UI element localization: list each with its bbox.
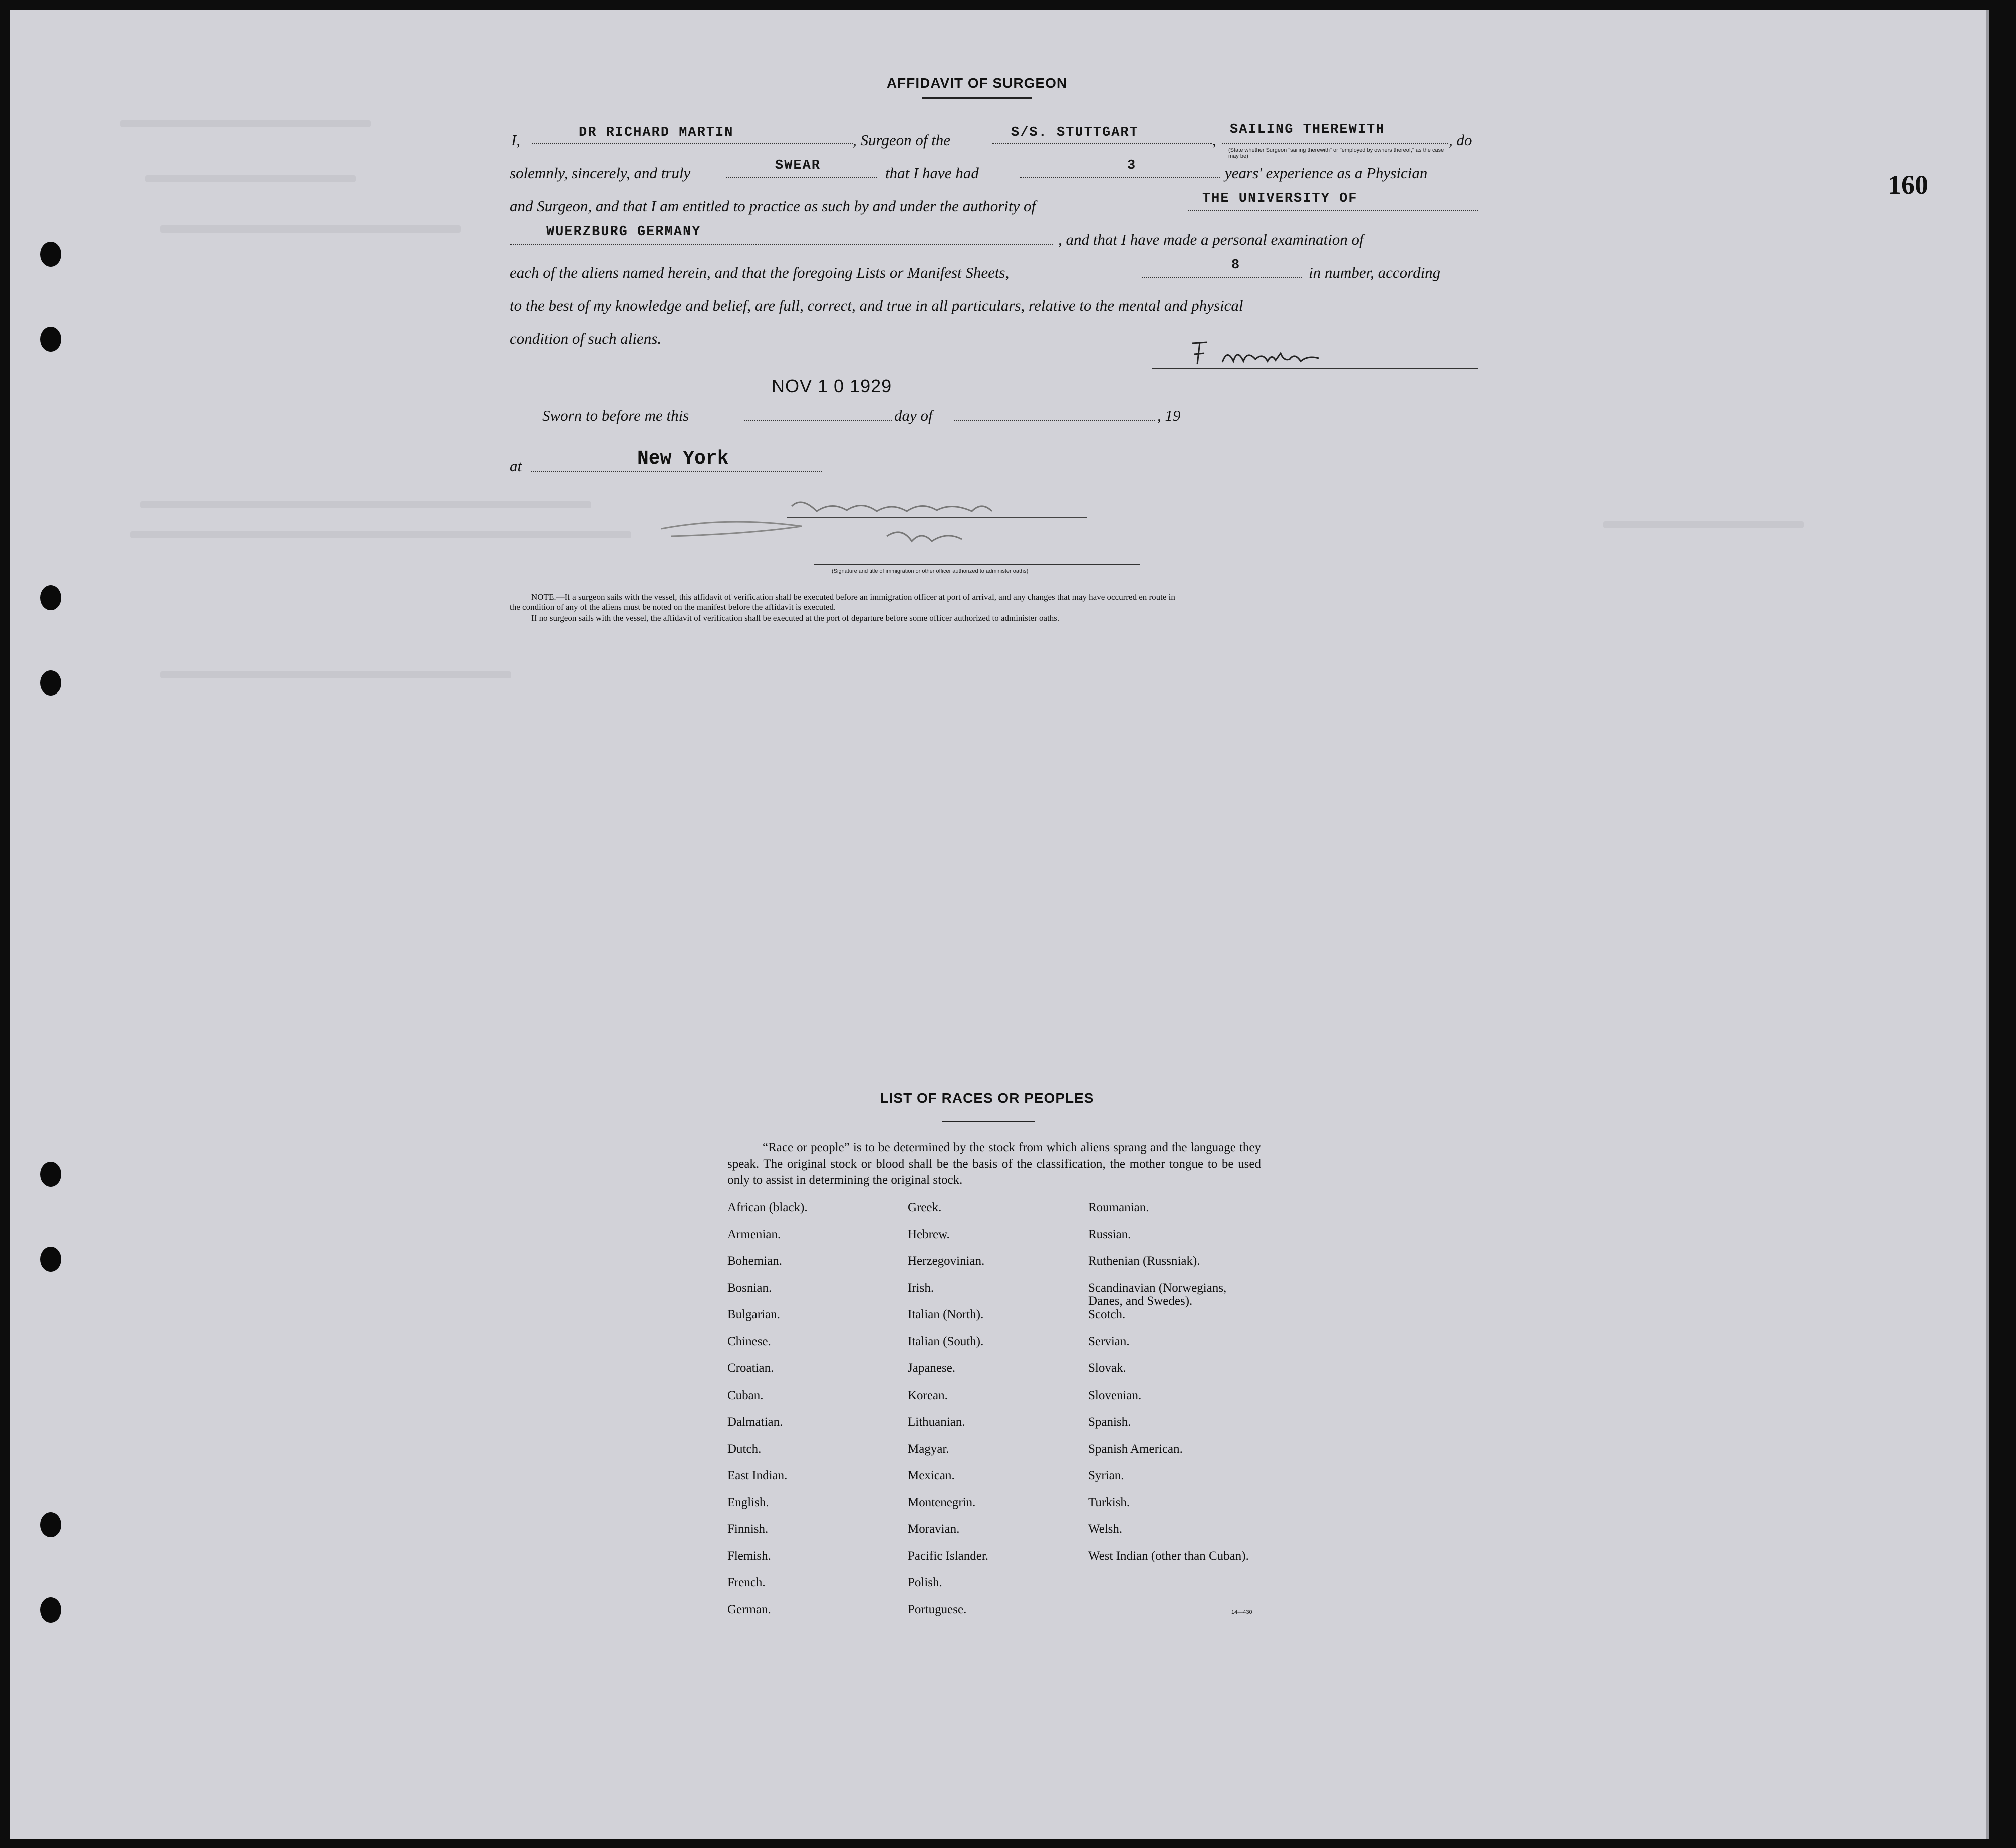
race-item: Polish. xyxy=(908,1576,942,1589)
race-item: Chinese. xyxy=(727,1334,771,1348)
text-comma: , xyxy=(1212,131,1216,149)
officer-signature-line xyxy=(814,564,1140,565)
race-item: Spanish. xyxy=(1088,1415,1131,1429)
race-item: Pacific Islander. xyxy=(908,1549,989,1563)
race-item: Flemish. xyxy=(727,1549,771,1563)
race-item: Japanese. xyxy=(908,1361,956,1375)
race-item: West Indian (other than Cuban). xyxy=(1088,1549,1249,1563)
text-years-experience: years' experience as a Physician xyxy=(1225,164,1428,182)
note-line-2: the condition of any of the aliens must be noted on the manifest before the affidavit is executed. xyxy=(510,602,836,612)
race-item: Dalmatian. xyxy=(727,1415,783,1429)
race-item: Ruthenian (Russniak). xyxy=(1088,1254,1200,1268)
years-experience: 3 xyxy=(1127,158,1137,173)
races-title: LIST OF RACES OR PEOPLES xyxy=(880,1090,1094,1106)
race-item: Montenegrin. xyxy=(908,1495,976,1509)
surgeon-capacity: SAILING THEREWITH xyxy=(1230,122,1385,137)
binder-hole xyxy=(40,1512,61,1537)
text-and-surgeon: and Surgeon, and that I am entitled to practice as such by and under the authority of xyxy=(510,197,1036,215)
race-item: African (black). xyxy=(727,1201,808,1214)
race-item: Bulgarian. xyxy=(727,1308,780,1321)
text-at: at xyxy=(510,457,522,475)
race-item: Hebrew. xyxy=(908,1227,950,1241)
race-item: Scotch. xyxy=(1088,1308,1126,1321)
races-column-3 xyxy=(1088,1201,1258,1576)
race-item: Mexican. xyxy=(908,1469,955,1482)
race-item: Scandinavian (Norwegians, Danes, and Swedes). xyxy=(1088,1281,1227,1308)
date-stamp: NOV 1 0 1929 xyxy=(772,376,892,396)
binder-hole xyxy=(40,242,61,267)
form-number: 14—430 xyxy=(1231,1609,1252,1615)
race-item: Moravian. xyxy=(908,1522,960,1536)
surgeon-signature xyxy=(1187,333,1338,373)
race-item: Portuguese. xyxy=(908,1602,967,1616)
race-item: English. xyxy=(727,1495,769,1509)
title-rule xyxy=(922,97,1032,99)
text-each-alien: each of the aliens named herein, and that the foregoing Lists or Manifest Sheets, xyxy=(510,264,1010,281)
authority-line-1: THE UNIVERSITY OF xyxy=(1202,191,1358,206)
race-item: Magyar. xyxy=(908,1442,949,1456)
race-item: Herzegovinian. xyxy=(908,1254,985,1268)
sworn-month-blank xyxy=(954,402,1155,421)
bleed-through xyxy=(1603,521,1804,528)
race-item: Dutch. xyxy=(727,1442,762,1456)
manifest-sheets: 8 xyxy=(1231,258,1241,273)
place-name: New York xyxy=(637,448,729,470)
race-item: Turkish. xyxy=(1088,1495,1130,1509)
surgeon-signature-line xyxy=(1152,368,1478,369)
race-item: Irish. xyxy=(908,1281,934,1295)
binder-hole xyxy=(40,585,61,610)
race-item: Slovenian. xyxy=(1088,1388,1142,1402)
race-item: Italian (South). xyxy=(908,1334,984,1348)
binder-hole xyxy=(40,327,61,352)
authority-line-2: WUERZBURG GERMANY xyxy=(546,224,701,240)
race-item: Russian. xyxy=(1088,1227,1131,1241)
race-item: Lithuanian. xyxy=(908,1415,965,1429)
race-item: Korean. xyxy=(908,1388,948,1402)
page-number: 160 xyxy=(1888,170,1928,200)
race-item: German. xyxy=(727,1602,771,1616)
text-sworn: Sworn to before me this xyxy=(542,407,689,424)
race-item: East Indian. xyxy=(727,1469,788,1482)
text-day-of: day of xyxy=(894,407,933,424)
race-item: Roumanian. xyxy=(1088,1201,1149,1214)
bleed-through xyxy=(160,671,511,678)
race-item: Armenian. xyxy=(727,1227,781,1241)
binder-hole xyxy=(40,1162,61,1187)
oath-word: SWEAR xyxy=(775,158,821,173)
text-year: , 19 xyxy=(1157,407,1181,424)
text-condition: condition of such aliens. xyxy=(510,330,662,347)
officer-signature-line-upper xyxy=(787,517,1087,518)
binder-hole xyxy=(40,1247,61,1272)
bleed-through xyxy=(140,501,591,508)
text-best-knowledge: to the best of my knowledge and belief, are full, correct, and true in all particulars, relative to the mental and physical xyxy=(510,297,1243,314)
affidavit-title: AFFIDAVIT OF SURGEON xyxy=(886,75,1068,91)
race-item: Servian. xyxy=(1088,1334,1130,1348)
race-item: Finnish. xyxy=(727,1522,769,1536)
races-column-1 xyxy=(727,1201,898,1630)
binder-hole xyxy=(40,670,61,696)
bleed-through xyxy=(145,175,356,182)
race-item: Bohemian. xyxy=(727,1254,783,1268)
ship-name: S/S. STUTTGART xyxy=(1011,125,1139,140)
text-solemnly: solemnly, sincerely, and truly xyxy=(510,164,691,182)
surgeon-name: DR RICHARD MARTIN xyxy=(579,125,734,140)
races-column-2 xyxy=(908,1201,1078,1630)
sworn-day-blank xyxy=(744,402,892,421)
text-that-i-have-had: that I have had xyxy=(885,164,979,182)
race-item: French. xyxy=(727,1576,766,1589)
text-personal-exam: , and that I have made a personal examination of xyxy=(1058,230,1364,248)
text-do: , do xyxy=(1449,131,1472,149)
sheets-blank xyxy=(1142,259,1302,278)
races-intro: “Race or people” is to be determined by the stock from which aliens sprang and the language they speak. The original stock or blood shall be the basis of the classification, the mother tongue to be used only to assist in determining the original stock. xyxy=(727,1141,1261,1187)
bleed-through xyxy=(120,120,371,127)
bleed-through xyxy=(160,225,461,233)
text-i: I, xyxy=(511,131,521,149)
race-item: Slovak. xyxy=(1088,1361,1126,1375)
years-blank xyxy=(1020,159,1220,178)
officer-caption: (Signature and title of immigration or other officer authorized to administer oaths) xyxy=(832,568,1029,574)
bleed-through xyxy=(130,531,631,538)
note-line-3: If no surgeon sails with the vessel, the affidavit of verification shall be executed at the port of departure before some officer authorized to administer oaths. xyxy=(531,613,1060,623)
race-item: Cuban. xyxy=(727,1388,764,1402)
race-item: Spanish American. xyxy=(1088,1442,1183,1456)
text-in-number: in number, according xyxy=(1309,264,1441,281)
text-surgeon-of-the: , Surgeon of the xyxy=(853,131,951,149)
race-item: Welsh. xyxy=(1088,1522,1123,1536)
binder-hole xyxy=(40,1597,61,1623)
races-title-rule xyxy=(942,1121,1035,1122)
race-item: Italian (North). xyxy=(908,1308,984,1321)
race-item: Syrian. xyxy=(1088,1469,1124,1482)
capacity-note: (State whether Surgeon "sailing therewith" or "employed by owners thereof," as the case may be) xyxy=(1228,147,1444,159)
race-item: Greek. xyxy=(908,1201,942,1214)
race-item: Bosnian. xyxy=(727,1281,772,1295)
race-item: Croatian. xyxy=(727,1361,774,1375)
officer-signature xyxy=(651,491,1102,561)
note-line-1: NOTE.—If a surgeon sails with the vessel, this affidavit of verification shall be executed before an immigration officer at port of arrival, and any changes that may have occurred en route in xyxy=(531,592,1175,602)
